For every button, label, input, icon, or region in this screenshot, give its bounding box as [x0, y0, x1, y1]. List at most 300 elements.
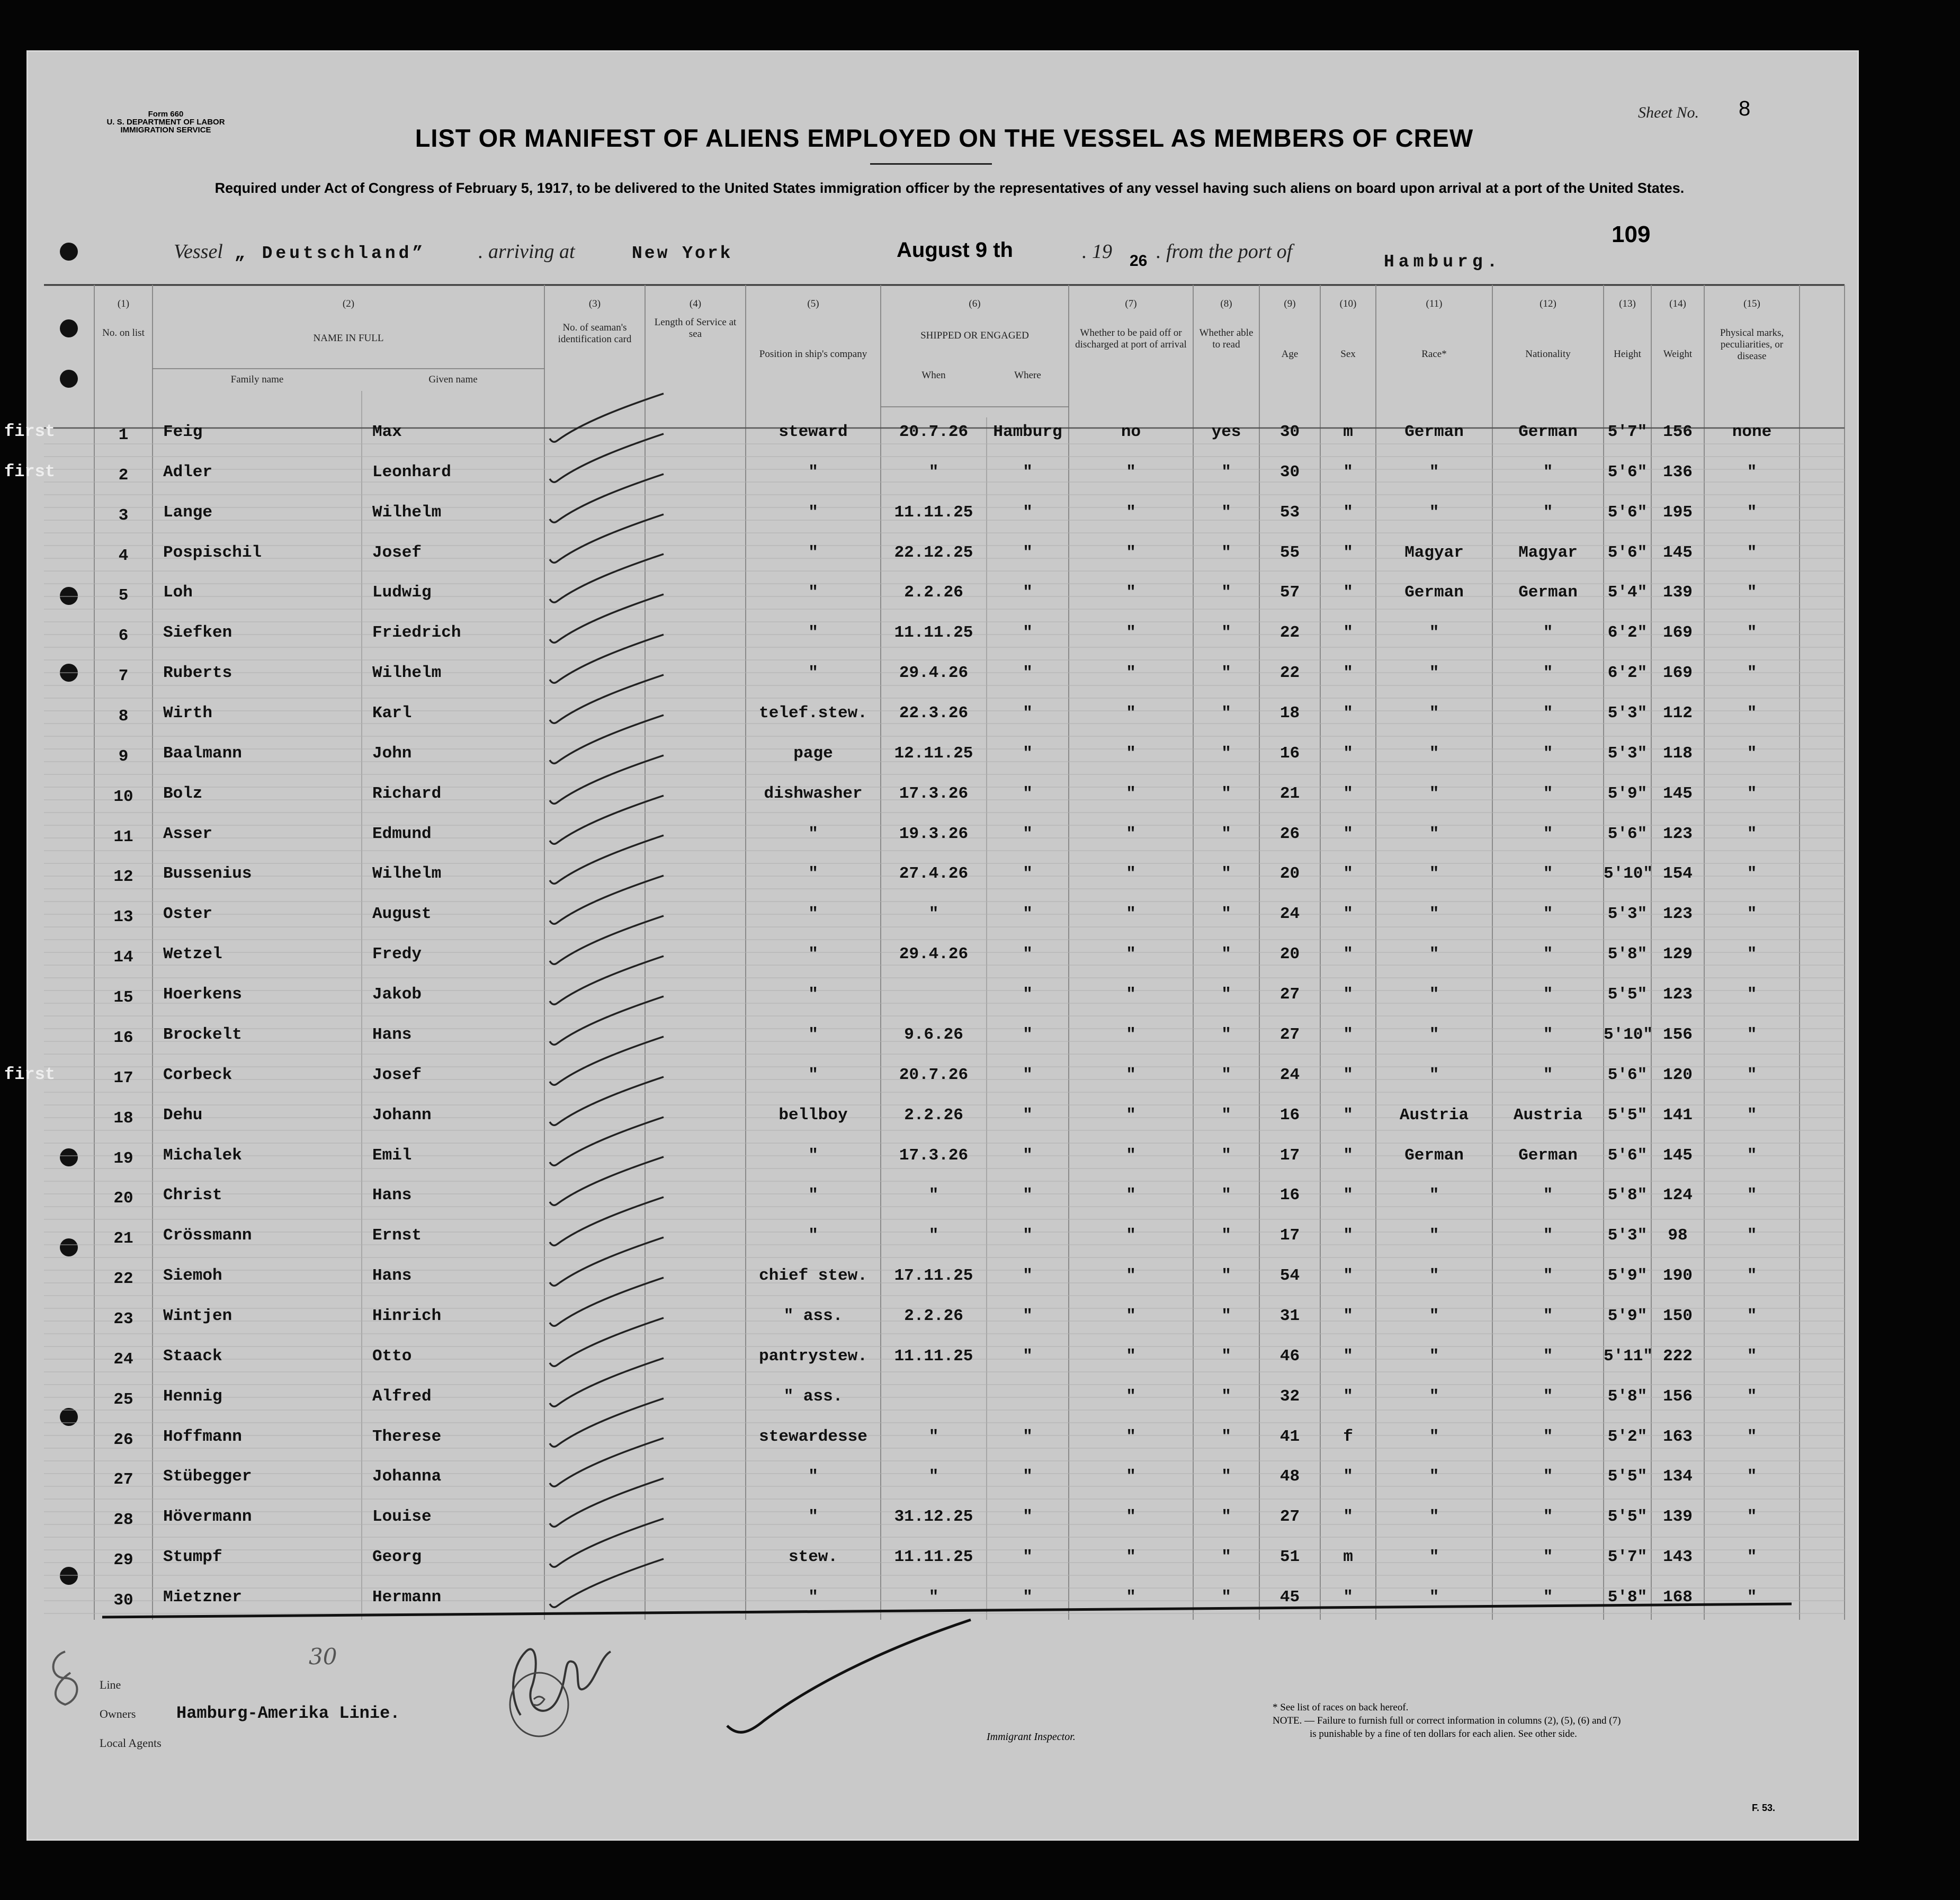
year-suffix: 26: [1130, 252, 1148, 270]
shipped-where: ": [1023, 1106, 1033, 1125]
row-number: 2: [118, 466, 129, 485]
col-13-number: (13): [1619, 298, 1636, 309]
weight: 163: [1663, 1428, 1693, 1446]
age: 17: [1279, 1146, 1300, 1165]
race: ": [1429, 1266, 1439, 1285]
nationality: ": [1543, 825, 1553, 843]
shipped-when: 20.7.26: [899, 1066, 969, 1084]
nationality: ": [1543, 985, 1553, 1004]
col-7-label: Whether to be paid off or discharged at port of arrival: [1075, 327, 1187, 350]
able-to-read: ": [1221, 704, 1231, 722]
check-mark-stroke: [550, 1559, 664, 1607]
age: 55: [1279, 543, 1300, 562]
sex: ": [1343, 744, 1353, 763]
row-number: 5: [118, 586, 129, 605]
position: ": [808, 1146, 818, 1165]
height: 5'3": [1607, 1226, 1648, 1245]
check-mark-stroke: [550, 1278, 664, 1326]
age: 16: [1279, 1186, 1300, 1205]
handwritten-count: 30: [309, 1644, 337, 1670]
height: 5'3": [1607, 744, 1648, 763]
race: ": [1429, 1588, 1439, 1607]
shipped-when: ": [928, 905, 939, 923]
physical-marks: ": [1747, 1387, 1757, 1406]
arriving-label: . arriving at: [478, 240, 575, 263]
paid-off: ": [1126, 1548, 1136, 1566]
age: 31: [1279, 1307, 1300, 1325]
shipped-when: 29.4.26: [899, 664, 969, 682]
age: 20: [1279, 864, 1300, 883]
check-mark-stroke: [550, 996, 664, 1045]
shipped-where: ": [1023, 905, 1033, 923]
paid-off: ": [1126, 664, 1136, 682]
shipped-where: ": [1023, 1025, 1033, 1044]
col-14-number: (14): [1669, 298, 1686, 309]
given-name: Fredy: [372, 945, 422, 964]
physical-marks: ": [1747, 1548, 1757, 1566]
family-name: Staack: [163, 1347, 222, 1366]
col-6-number: (6): [969, 298, 981, 309]
race: ": [1429, 463, 1439, 481]
paid-off: ": [1126, 1186, 1136, 1205]
physical-marks: ": [1747, 1307, 1757, 1325]
paid-off: ": [1126, 1347, 1136, 1366]
able-to-read: ": [1221, 1507, 1231, 1526]
shipped-where: ": [1023, 784, 1033, 803]
physical-marks: ": [1747, 864, 1757, 883]
age: 24: [1279, 905, 1300, 923]
shipped-when: 11.11.25: [894, 503, 973, 522]
shipped-where: ": [1023, 1266, 1033, 1285]
shipped-where: ": [1023, 985, 1033, 1004]
physical-marks: ": [1747, 1186, 1757, 1205]
nationality: German: [1518, 1146, 1578, 1165]
col-10-number: (10): [1339, 298, 1357, 309]
weight: 123: [1663, 825, 1693, 843]
row-number: 12: [113, 868, 133, 886]
height: 5'8": [1607, 1588, 1648, 1607]
physical-marks: ": [1747, 704, 1757, 722]
race: ": [1429, 825, 1439, 843]
footer-note-fine: NOTE. — Failure to furnish full or correct information in columns (2), (5), (6) and (7): [1273, 1715, 1621, 1726]
sex: ": [1343, 1146, 1353, 1165]
family-name: Siefken: [163, 623, 232, 642]
check-mark-stroke: [550, 474, 664, 522]
nationality: ": [1543, 1387, 1553, 1406]
sex: ": [1343, 503, 1353, 522]
able-to-read: ": [1221, 1186, 1231, 1205]
paid-off: ": [1126, 1226, 1136, 1245]
position: bellboy: [778, 1106, 848, 1125]
nationality: ": [1543, 1186, 1553, 1205]
paid-off: ": [1126, 503, 1136, 522]
given-name: Hinrich: [372, 1307, 442, 1325]
row-number: 30: [113, 1591, 133, 1610]
nationality: Austria: [1513, 1106, 1583, 1125]
page-subtitle: Required under Act of Congress of February 5, 1917, to be delivered to the United States immigration officer by the representatives of any vessel having such aliens on board upon arrival at a port of the United States.: [214, 180, 1685, 196]
position: ": [808, 985, 818, 1004]
check-mark-stroke: [550, 1197, 664, 1245]
row-number: 1: [118, 426, 129, 444]
height: 5'6": [1607, 1146, 1648, 1165]
given-name: Hans: [372, 1266, 412, 1285]
race: ": [1429, 1507, 1439, 1526]
sex: m: [1343, 423, 1353, 441]
able-to-read: ": [1221, 623, 1231, 642]
row-number: 7: [118, 667, 129, 685]
position: dishwasher: [764, 784, 863, 803]
physical-marks: ": [1747, 1428, 1757, 1446]
age: 57: [1279, 583, 1300, 602]
row-number: 21: [113, 1229, 133, 1248]
check-mark-stroke: [550, 594, 664, 643]
height: 5'5": [1607, 985, 1648, 1004]
check-mark-stroke: [550, 635, 664, 683]
paid-off: ": [1126, 825, 1136, 843]
check-mark-stroke: [550, 835, 664, 884]
given-name: Josef: [372, 543, 422, 562]
shipped-when: ": [928, 1428, 939, 1446]
race: ": [1429, 1428, 1439, 1446]
paid-off: ": [1126, 1588, 1136, 1607]
physical-marks: ": [1747, 1226, 1757, 1245]
able-to-read: ": [1221, 985, 1231, 1004]
physical-marks: ": [1747, 1347, 1757, 1366]
family-name: Stübegger: [163, 1467, 252, 1486]
height: 5'7": [1607, 1548, 1648, 1566]
col-13-label: Height: [1614, 349, 1641, 360]
col-12-label: Nationality: [1525, 349, 1571, 360]
given-name: Karl: [372, 704, 412, 722]
check-mark-stroke: [550, 1519, 664, 1567]
shipped-where: ": [1023, 1548, 1033, 1566]
height: 5'4": [1607, 583, 1648, 602]
shipped-when: 11.11.25: [894, 623, 973, 642]
family-name: Oster: [163, 905, 213, 923]
position: " ass.: [783, 1307, 843, 1325]
arrival-date: August 9 th: [897, 238, 1013, 262]
col-5-label: Position in ship's company: [759, 349, 867, 360]
shipped-when: 2.2.26: [904, 583, 963, 602]
age: 46: [1279, 1347, 1300, 1366]
able-to-read: ": [1221, 1066, 1231, 1084]
position: chief stew.: [759, 1266, 867, 1285]
check-mark-stroke: [550, 916, 664, 964]
shipped-where: ": [1023, 1347, 1033, 1366]
position: ": [808, 1507, 818, 1526]
sex: ": [1343, 1347, 1353, 1366]
able-to-read: ": [1221, 1548, 1231, 1566]
given-name: John: [372, 744, 412, 763]
position: ": [808, 543, 818, 562]
able-to-read: ": [1221, 1307, 1231, 1325]
given-name: Friedrich: [372, 623, 461, 642]
race: German: [1404, 1146, 1464, 1165]
position: ": [808, 1226, 818, 1245]
sex: ": [1343, 664, 1353, 682]
able-to-read: ": [1221, 1266, 1231, 1285]
col-8-label: Whether able to read: [1199, 327, 1254, 350]
race: ": [1429, 503, 1439, 522]
check-mark-stroke: [550, 715, 664, 763]
given-name: Leonhard: [372, 463, 451, 481]
weight: 145: [1663, 543, 1693, 562]
shipped-when: 17.11.25: [894, 1266, 973, 1285]
nationality: German: [1518, 583, 1578, 602]
shipped-where: ": [1023, 1588, 1033, 1607]
race: ": [1429, 1467, 1439, 1486]
col-11-number: (11): [1426, 298, 1443, 309]
nationality: ": [1543, 1507, 1553, 1526]
row-number: 29: [113, 1551, 133, 1569]
weight: 169: [1663, 623, 1693, 642]
race: ": [1429, 744, 1439, 763]
shipped-where: ": [1023, 825, 1033, 843]
position: page: [793, 744, 833, 763]
shipped-where: ": [1023, 1307, 1033, 1325]
given-name: Wilhelm: [372, 664, 442, 682]
col-2-number: (2): [342, 298, 355, 309]
col-15-number: (15): [1743, 298, 1760, 309]
col-9-number: (9): [1284, 298, 1296, 309]
shipped-where: ": [1023, 1146, 1033, 1165]
given-name: August: [372, 905, 432, 923]
weight: 222: [1663, 1347, 1693, 1366]
shipped-when: 27.4.26: [899, 864, 969, 883]
given-name: Hans: [372, 1186, 412, 1205]
age: 21: [1279, 784, 1300, 803]
race: Magyar: [1404, 543, 1464, 562]
nationality: ": [1543, 623, 1553, 642]
sex: ": [1343, 945, 1353, 964]
shipped-where: ": [1023, 463, 1033, 481]
departure-port: Hamburg.: [1384, 252, 1502, 272]
check-mark-stroke: [550, 876, 664, 924]
sex: m: [1343, 1548, 1353, 1566]
paid-off: ": [1126, 1066, 1136, 1084]
family-name: Lange: [163, 503, 213, 522]
age: 16: [1279, 744, 1300, 763]
height: 5'6": [1607, 1066, 1648, 1084]
paid-off: ": [1126, 1507, 1136, 1526]
height: 5'7": [1607, 423, 1648, 441]
shipped-when: ": [928, 1588, 939, 1607]
footer-note-races: * See list of races on back hereof.: [1273, 1702, 1409, 1713]
physical-marks: ": [1747, 623, 1757, 642]
height: 5'5": [1607, 1106, 1648, 1125]
nationality: ": [1543, 744, 1553, 763]
paid-off: ": [1126, 945, 1136, 964]
nationality: ": [1543, 503, 1553, 522]
col-6-when-label: When: [921, 370, 946, 381]
check-mark-stroke: [550, 514, 664, 563]
col-2-given-label: Given name: [428, 374, 478, 385]
page-title: LIST OR MANIFEST OF ALIENS EMPLOYED ON THE VESSEL AS MEMBERS OF CREW: [415, 124, 1474, 152]
height: 6'2": [1607, 664, 1648, 682]
physical-marks: ": [1747, 503, 1757, 522]
race: Austria: [1399, 1106, 1469, 1125]
weight: 124: [1663, 1186, 1693, 1205]
weight: 156: [1663, 423, 1693, 441]
position: ": [808, 1186, 818, 1205]
race: ": [1429, 623, 1439, 642]
year-prefix: . 19: [1082, 240, 1112, 263]
weight: 143: [1663, 1548, 1693, 1566]
shipped-when: 11.11.25: [894, 1548, 973, 1566]
able-to-read: ": [1221, 664, 1231, 682]
physical-marks: ": [1747, 664, 1757, 682]
age: 20: [1279, 945, 1300, 964]
row-number: 9: [118, 747, 129, 766]
given-name: Otto: [372, 1347, 412, 1366]
able-to-read: ": [1221, 1467, 1231, 1486]
able-to-read: ": [1221, 1387, 1231, 1406]
able-to-read: ": [1221, 1347, 1231, 1366]
owners-label: Owners: [100, 1707, 136, 1720]
race: ": [1429, 1387, 1439, 1406]
check-mark-stroke: [550, 755, 664, 804]
position: ": [808, 1467, 818, 1486]
height: 5'2": [1607, 1428, 1648, 1446]
shipped-where: ": [1023, 1186, 1033, 1205]
shipped-where: ": [1023, 623, 1033, 642]
paid-off: ": [1126, 744, 1136, 763]
sex: ": [1343, 1387, 1353, 1406]
sex: ": [1343, 1066, 1353, 1084]
able-to-read: ": [1221, 463, 1231, 481]
weight: 139: [1663, 583, 1693, 602]
weight: 190: [1663, 1266, 1693, 1285]
family-name: Hoerkens: [163, 985, 242, 1004]
tally-check-mark: [717, 1604, 981, 1747]
col-5-number: (5): [807, 298, 819, 309]
sex: ": [1343, 905, 1353, 923]
sex: ": [1343, 1307, 1353, 1325]
sex: ": [1343, 864, 1353, 883]
col-6-where-label: Where: [1014, 370, 1041, 381]
able-to-read: ": [1221, 1106, 1231, 1125]
shipped-when: ": [928, 1467, 939, 1486]
age: 22: [1279, 664, 1300, 682]
col-14-label: Weight: [1663, 349, 1693, 360]
position: ": [808, 1588, 818, 1607]
margin-note: first: [4, 462, 56, 481]
col-3-label: No. of seaman's identification card: [558, 322, 632, 345]
position: steward: [778, 423, 848, 441]
sheet-number: 8: [1739, 97, 1751, 120]
owners-value: Hamburg-Amerika Linie.: [176, 1703, 400, 1723]
row-number: 25: [113, 1390, 133, 1409]
sex: ": [1343, 1106, 1353, 1125]
weight: 98: [1668, 1226, 1688, 1245]
check-mark-stroke: [550, 1037, 664, 1085]
nationality: ": [1543, 1226, 1553, 1245]
sex: ": [1343, 1025, 1353, 1044]
position: " ass.: [783, 1387, 843, 1406]
height: 5'10": [1604, 864, 1653, 883]
race: ": [1429, 1347, 1439, 1366]
weight: 136: [1663, 463, 1693, 481]
height: 5'8": [1607, 1186, 1648, 1205]
line-label: Line: [100, 1678, 121, 1691]
weight: 168: [1663, 1588, 1693, 1607]
physical-marks: ": [1747, 825, 1757, 843]
weight: 195: [1663, 503, 1693, 522]
age: 48: [1279, 1467, 1300, 1486]
physical-marks: ": [1747, 583, 1757, 602]
able-to-read: ": [1221, 1025, 1231, 1044]
race: German: [1404, 583, 1464, 602]
row-number: 26: [113, 1431, 133, 1449]
race: ": [1429, 945, 1439, 964]
paid-off: ": [1126, 1146, 1136, 1165]
age: 30: [1279, 463, 1300, 481]
race: ": [1429, 664, 1439, 682]
age: 54: [1279, 1266, 1300, 1285]
paid-off: ": [1126, 543, 1136, 562]
family-name: Michalek: [163, 1146, 242, 1165]
family-name: Adler: [163, 463, 213, 481]
col-1-label: No. on list: [102, 327, 145, 338]
age: 53: [1279, 503, 1300, 522]
physical-marks: ": [1747, 1066, 1757, 1084]
given-name: Edmund: [372, 825, 432, 843]
shipped-where: ": [1023, 1467, 1033, 1486]
given-name: Georg: [372, 1548, 422, 1566]
position: ": [808, 623, 818, 642]
age: 41: [1279, 1428, 1300, 1446]
shipped-when: 31.12.25: [894, 1507, 973, 1526]
sex: ": [1343, 463, 1353, 481]
height: 6'2": [1607, 623, 1648, 642]
age: 30: [1279, 423, 1300, 441]
sex: ": [1343, 784, 1353, 803]
height: 5'8": [1607, 1387, 1648, 1406]
age: 18: [1279, 704, 1300, 722]
race: ": [1429, 704, 1439, 722]
shipped-when: 29.4.26: [899, 945, 969, 964]
weight: 123: [1663, 905, 1693, 923]
sex: ": [1343, 623, 1353, 642]
family-name: Hoffmann: [163, 1428, 242, 1446]
height: 5'3": [1607, 905, 1648, 923]
height: 5'10": [1604, 1025, 1653, 1044]
physical-marks: ": [1747, 1025, 1757, 1044]
given-name: Wilhelm: [372, 503, 442, 522]
sheet-label: Sheet No.: [1638, 104, 1699, 121]
family-name: Wetzel: [163, 945, 222, 964]
given-name: Hans: [372, 1025, 412, 1044]
paid-off: ": [1126, 864, 1136, 883]
stamp-number: 109: [1612, 221, 1651, 247]
age: 26: [1279, 825, 1300, 843]
physical-marks: ": [1747, 463, 1757, 481]
paid-off: no: [1121, 423, 1141, 441]
height: 5'5": [1607, 1467, 1648, 1486]
paid-off: ": [1126, 583, 1136, 602]
shipped-when: 11.11.25: [894, 1347, 973, 1366]
row-number: 27: [113, 1470, 133, 1489]
nationality: ": [1543, 463, 1553, 481]
shipped-where: ": [1023, 503, 1033, 522]
nationality: ": [1543, 704, 1553, 722]
row-number: 11: [113, 828, 133, 846]
family-name: Hennig: [163, 1387, 222, 1406]
race: German: [1404, 423, 1464, 441]
inspector-label: Immigrant Inspector.: [987, 1731, 1076, 1743]
weight: 123: [1663, 985, 1693, 1004]
footer-note-fine-cont: is punishable by a fine of ten dollars for each alien. See other side.: [1310, 1728, 1577, 1740]
